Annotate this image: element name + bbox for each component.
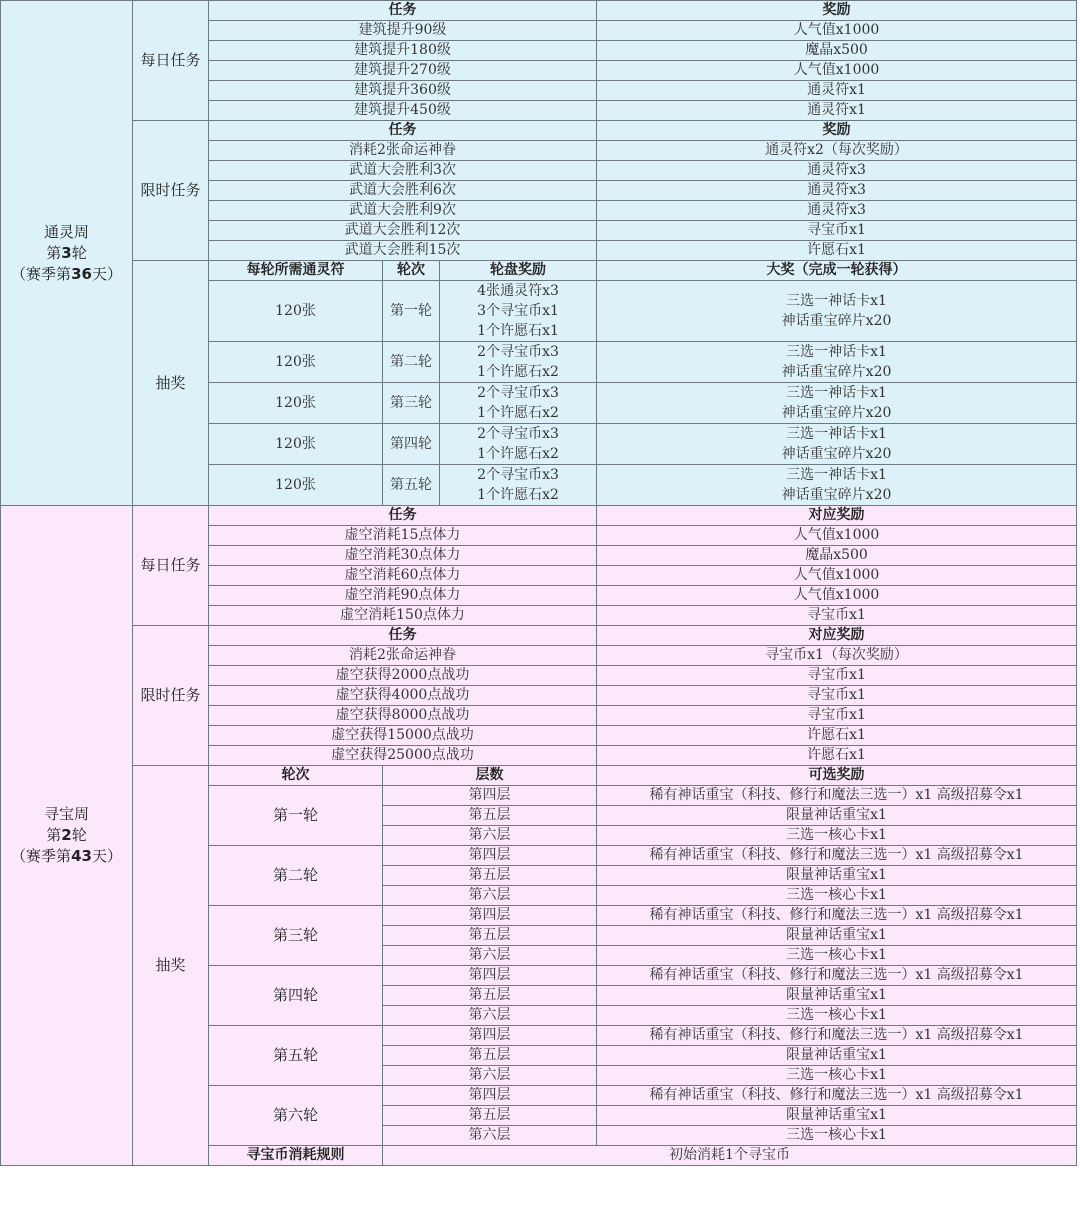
wheel-reward-cell [440, 465, 597, 506]
column-header: 奖励 [597, 1, 1077, 21]
task-cell: 武道大会胜利3次 [209, 161, 597, 181]
table-body [1, 1, 1077, 1166]
round-cell: 第四轮 [209, 966, 383, 1026]
cell-line: 神话重宝碎片x20 [781, 313, 892, 329]
column-header: 任务 [209, 1, 597, 21]
table-row [1, 626, 1077, 646]
reward-cell: 通灵符x1 [597, 101, 1077, 121]
category-label: 每日任务 [133, 506, 209, 626]
task-cell: 武道大会胜利15次 [209, 241, 597, 261]
category-label: 抽奖 [133, 261, 209, 506]
grand-prize-cell [597, 465, 1077, 506]
reward-cell: 稀有神话重宝（科技、修行和魔法三选一）x1 高级招募令x1 [597, 1026, 1077, 1046]
column-header: 轮盘奖励 [440, 261, 597, 281]
round-cell: 第五轮 [209, 1026, 383, 1086]
round-cell: 第六轮 [209, 1086, 383, 1146]
task-cell: 虚空消耗90点体力 [209, 586, 597, 606]
task-cell: 建筑提升180级 [209, 41, 597, 61]
layer-cell: 第四层 [383, 786, 597, 806]
round-cell: 第二轮 [209, 846, 383, 906]
cell-line: 1个许愿石x2 [477, 487, 559, 503]
layer-cell: 第六层 [383, 946, 597, 966]
week-season-day: （赛季第36天） [11, 264, 122, 283]
round-cell: 第一轮 [383, 281, 440, 342]
cost-cell: 120张 [209, 465, 383, 506]
round-cell: 第二轮 [383, 342, 440, 383]
week-label [1, 506, 133, 1166]
reward-cell: 三选一核心卡x1 [597, 886, 1077, 906]
grand-prize-cell [597, 383, 1077, 424]
reward-cell: 稀有神话重宝（科技、修行和魔法三选一）x1 高级招募令x1 [597, 966, 1077, 986]
task-cell: 建筑提升270级 [209, 61, 597, 81]
task-cell: 虚空获得8000点战功 [209, 706, 597, 726]
task-cell: 武道大会胜利9次 [209, 201, 597, 221]
reward-cell: 通灵符x3 [597, 161, 1077, 181]
week-label [1, 1, 133, 506]
reward-cell: 三选一核心卡x1 [597, 826, 1077, 846]
cell-line: 2个寻宝币x3 [477, 467, 559, 483]
cell-line: 2个寻宝币x3 [477, 385, 559, 401]
cell-line: 三选一神话卡x1 [786, 467, 887, 483]
reward-cell: 稀有神话重宝（科技、修行和魔法三选一）x1 高级招募令x1 [597, 786, 1077, 806]
cost-cell: 120张 [209, 383, 383, 424]
round-cell: 第一轮 [209, 786, 383, 846]
column-header: 任务 [209, 121, 597, 141]
reward-cell: 寻宝币x1（每次奖励） [597, 646, 1077, 666]
reward-cell: 人气值x1000 [597, 566, 1077, 586]
layer-cell: 第四层 [383, 906, 597, 926]
cell-line: 神话重宝碎片x20 [781, 487, 892, 503]
cost-cell: 120张 [209, 281, 383, 342]
table-row [1, 766, 1077, 786]
week-round: 第2轮 [46, 826, 87, 844]
reward-cell: 许愿石x1 [597, 726, 1077, 746]
week-title: 通灵周 [43, 222, 89, 241]
table-row [1, 121, 1077, 141]
task-cell: 建筑提升360级 [209, 81, 597, 101]
layer-cell: 第五层 [383, 866, 597, 886]
cell-line: 三选一神话卡x1 [786, 293, 887, 309]
category-label: 限时任务 [133, 121, 209, 261]
reward-cell: 三选一核心卡x1 [597, 1126, 1077, 1146]
round-cell: 第三轮 [209, 906, 383, 966]
reward-cell: 稀有神话重宝（科技、修行和魔法三选一）x1 高级招募令x1 [597, 906, 1077, 926]
rule-label: 寻宝币消耗规则 [209, 1146, 383, 1166]
task-cell: 建筑提升90级 [209, 21, 597, 41]
reward-cell: 限量神话重宝x1 [597, 926, 1077, 946]
reward-cell: 通灵符x2（每次奖励） [597, 141, 1077, 161]
column-header: 每轮所需通灵符 [209, 261, 383, 281]
grand-prize-cell [597, 342, 1077, 383]
reward-cell: 人气值x1000 [597, 586, 1077, 606]
task-cell: 武道大会胜利12次 [209, 221, 597, 241]
reward-cell: 限量神话重宝x1 [597, 1106, 1077, 1126]
task-cell: 建筑提升450级 [209, 101, 597, 121]
column-header: 对应奖励 [597, 506, 1077, 526]
round-cell: 第三轮 [383, 383, 440, 424]
table-row [1, 506, 1077, 526]
reward-cell: 寻宝币x1 [597, 221, 1077, 241]
cell-line: 神话重宝碎片x20 [781, 405, 892, 421]
cell-line: 1个许愿石x2 [477, 446, 559, 462]
reward-cell: 限量神话重宝x1 [597, 1046, 1077, 1066]
layer-cell: 第四层 [383, 846, 597, 866]
column-header: 任务 [209, 626, 597, 646]
column-header: 可选奖励 [597, 766, 1077, 786]
layer-cell: 第六层 [383, 826, 597, 846]
reward-cell: 稀有神话重宝（科技、修行和魔法三选一）x1 高级招募令x1 [597, 1086, 1077, 1106]
reward-cell: 通灵符x1 [597, 81, 1077, 101]
task-cell: 虚空消耗150点体力 [209, 606, 597, 626]
cell-line: 三选一神话卡x1 [786, 426, 887, 442]
wheel-reward-cell [440, 281, 597, 342]
rule-value: 初始消耗1个寻宝币 [383, 1146, 1077, 1166]
reward-cell: 寻宝币x1 [597, 706, 1077, 726]
task-cell: 虚空消耗30点体力 [209, 546, 597, 566]
round-cell: 第四轮 [383, 424, 440, 465]
task-cell: 虚空消耗15点体力 [209, 526, 597, 546]
reward-cell: 许愿石x1 [597, 746, 1077, 766]
layer-cell: 第六层 [383, 1006, 597, 1026]
cell-line: 3个寻宝币x1 [477, 303, 559, 319]
cell-line: 1个许愿石x2 [477, 364, 559, 380]
layer-cell: 第五层 [383, 926, 597, 946]
wheel-reward-cell [440, 383, 597, 424]
task-cell: 虚空获得25000点战功 [209, 746, 597, 766]
layer-cell: 第四层 [383, 966, 597, 986]
wheel-reward-cell [440, 424, 597, 465]
cell-line: 三选一神话卡x1 [786, 385, 887, 401]
table-row [1, 261, 1077, 281]
cell-line: 2个寻宝币x3 [477, 426, 559, 442]
layer-cell: 第五层 [383, 1106, 597, 1126]
layer-cell: 第四层 [383, 1086, 597, 1106]
reward-cell: 限量神话重宝x1 [597, 866, 1077, 886]
layer-cell: 第六层 [383, 886, 597, 906]
cell-line: 三选一神话卡x1 [786, 344, 887, 360]
reward-cell: 限量神话重宝x1 [597, 986, 1077, 1006]
column-header: 大奖（完成一轮获得） [597, 261, 1077, 281]
grand-prize-cell [597, 281, 1077, 342]
cost-cell: 120张 [209, 424, 383, 465]
reward-cell: 寻宝币x1 [597, 686, 1077, 706]
column-header: 轮次 [209, 766, 383, 786]
grand-prize-cell [597, 424, 1077, 465]
layer-cell: 第六层 [383, 1066, 597, 1086]
layer-cell: 第五层 [383, 1046, 597, 1066]
category-label: 抽奖 [133, 766, 209, 1166]
reward-cell: 通灵符x3 [597, 201, 1077, 221]
reward-cell: 稀有神话重宝（科技、修行和魔法三选一）x1 高级招募令x1 [597, 846, 1077, 866]
task-cell: 武道大会胜利6次 [209, 181, 597, 201]
reward-cell: 三选一核心卡x1 [597, 1006, 1077, 1026]
cell-line: 1个许愿石x1 [477, 323, 559, 339]
round-cell: 第五轮 [383, 465, 440, 506]
reward-cell: 通灵符x3 [597, 181, 1077, 201]
reward-cell: 许愿石x1 [597, 241, 1077, 261]
category-label: 每日任务 [133, 1, 209, 121]
cell-line: 神话重宝碎片x20 [781, 446, 892, 462]
column-header: 对应奖励 [597, 626, 1077, 646]
week-title: 寻宝周 [43, 805, 89, 823]
wheel-reward-cell [440, 342, 597, 383]
reward-cell: 寻宝币x1 [597, 666, 1077, 686]
cell-line: 2个寻宝币x3 [477, 344, 559, 360]
reward-cell: 人气值x1000 [597, 526, 1077, 546]
reward-cell: 魔晶x500 [597, 546, 1077, 566]
table-row [1, 1, 1077, 21]
column-header: 轮次 [383, 261, 440, 281]
reward-cell: 魔晶x500 [597, 41, 1077, 61]
task-cell: 虚空消耗60点体力 [209, 566, 597, 586]
reward-cell: 人气值x1000 [597, 61, 1077, 81]
reward-cell: 寻宝币x1 [597, 606, 1077, 626]
cell-line: 4张通灵符x3 [477, 283, 559, 299]
week-season-day: （赛季第43天） [11, 847, 122, 865]
reward-cell: 限量神话重宝x1 [597, 806, 1077, 826]
cell-line: 1个许愿石x2 [477, 405, 559, 421]
layer-cell: 第四层 [383, 1026, 597, 1046]
task-cell: 消耗2张命运神眷 [209, 141, 597, 161]
task-cell: 虚空获得2000点战功 [209, 666, 597, 686]
task-cell: 虚空获得4000点战功 [209, 686, 597, 706]
layer-cell: 第五层 [383, 986, 597, 1006]
column-header: 层数 [383, 766, 597, 786]
reward-cell: 三选一核心卡x1 [597, 946, 1077, 966]
layer-cell: 第五层 [383, 806, 597, 826]
task-cell: 虚空获得15000点战功 [209, 726, 597, 746]
layer-cell: 第六层 [383, 1126, 597, 1146]
reward-cell: 人气值x1000 [597, 21, 1077, 41]
task-cell: 消耗2张命运神眷 [209, 646, 597, 666]
week-round: 第3轮 [46, 243, 87, 262]
column-header: 奖励 [597, 121, 1077, 141]
reward-cell: 三选一核心卡x1 [597, 1066, 1077, 1086]
cost-cell: 120张 [209, 342, 383, 383]
cell-line: 神话重宝碎片x20 [781, 364, 892, 380]
column-header: 任务 [209, 506, 597, 526]
category-label: 限时任务 [133, 626, 209, 766]
